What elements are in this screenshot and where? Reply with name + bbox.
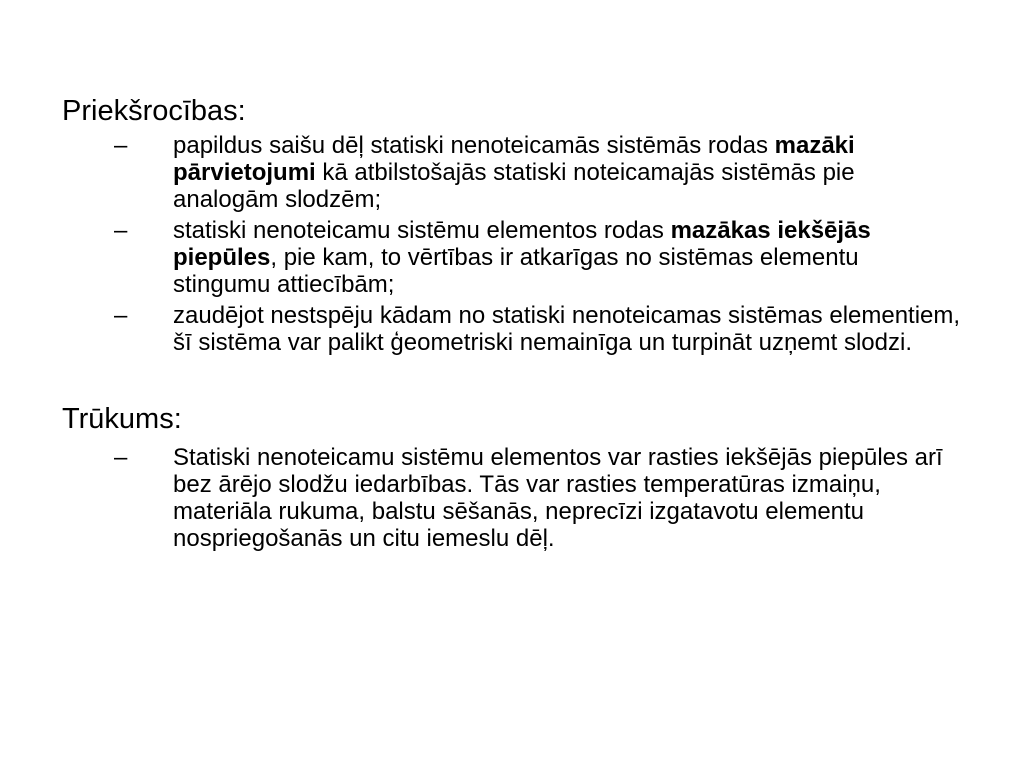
bullet-item	[62, 444, 962, 552]
bullet-list-disadvantages	[62, 444, 962, 552]
bullet-text	[173, 302, 960, 356]
bullet-dash: –	[114, 217, 128, 244]
bullet-text-segment: statiski nenoteicamu sistēmu elementos rodas	[173, 217, 671, 244]
bullet-text-bold: mazāki pārvietojumi	[173, 132, 855, 186]
bullet-item	[62, 302, 962, 356]
bullet-dash: –	[114, 444, 128, 471]
bullet-item	[62, 132, 962, 213]
section-advantages	[62, 94, 962, 356]
bullet-text-segment: kā atbilstošajās statiski noteicamajās sistēmās pie analogām slodzēm;	[173, 159, 855, 213]
bullet-text-bold: mazākas iekšējās piepūles	[173, 217, 871, 271]
bullet-item	[62, 217, 962, 298]
bullet-text-segment: , pie kam, to vērtības ir atkarīgas no sistēmas elementu stingumu attiecībām;	[173, 244, 859, 298]
bullet-list-advantages	[62, 132, 962, 356]
bullet-dash: –	[114, 302, 128, 329]
bullet-text-segment: papildus saišu dēļ statiski nenoteicamās sistēmās rodas	[173, 132, 775, 159]
bullet-text-segment: Statiski nenoteicamu sistēmu elementos var rasties iekšējās piepūles arī bez ārējo slodžu iedarbības. Tās var rasties temperatūras izmaiņu, materiāla rukuma, balstu sēšanās, neprecīzi izgatavotu elementu nospriegošanās un citu iemeslu dēļ.	[173, 444, 943, 552]
section-heading-disadvantages: Trūkums:	[62, 403, 182, 435]
bullet-text	[173, 132, 855, 213]
bullet-text	[173, 217, 871, 298]
bullet-text	[173, 444, 943, 552]
bullet-dash: –	[114, 132, 128, 159]
section-heading-advantages: Priekšrocības:	[62, 95, 246, 127]
section-disadvantages	[62, 402, 962, 552]
bullet-text-segment: zaudējot nestspēju kādam no statiski nenoteicamas sistēmas elementiem, šī sistēma var palikt ģeometriski nemainīga un turpināt uzņemt slodzi.	[173, 302, 961, 356]
